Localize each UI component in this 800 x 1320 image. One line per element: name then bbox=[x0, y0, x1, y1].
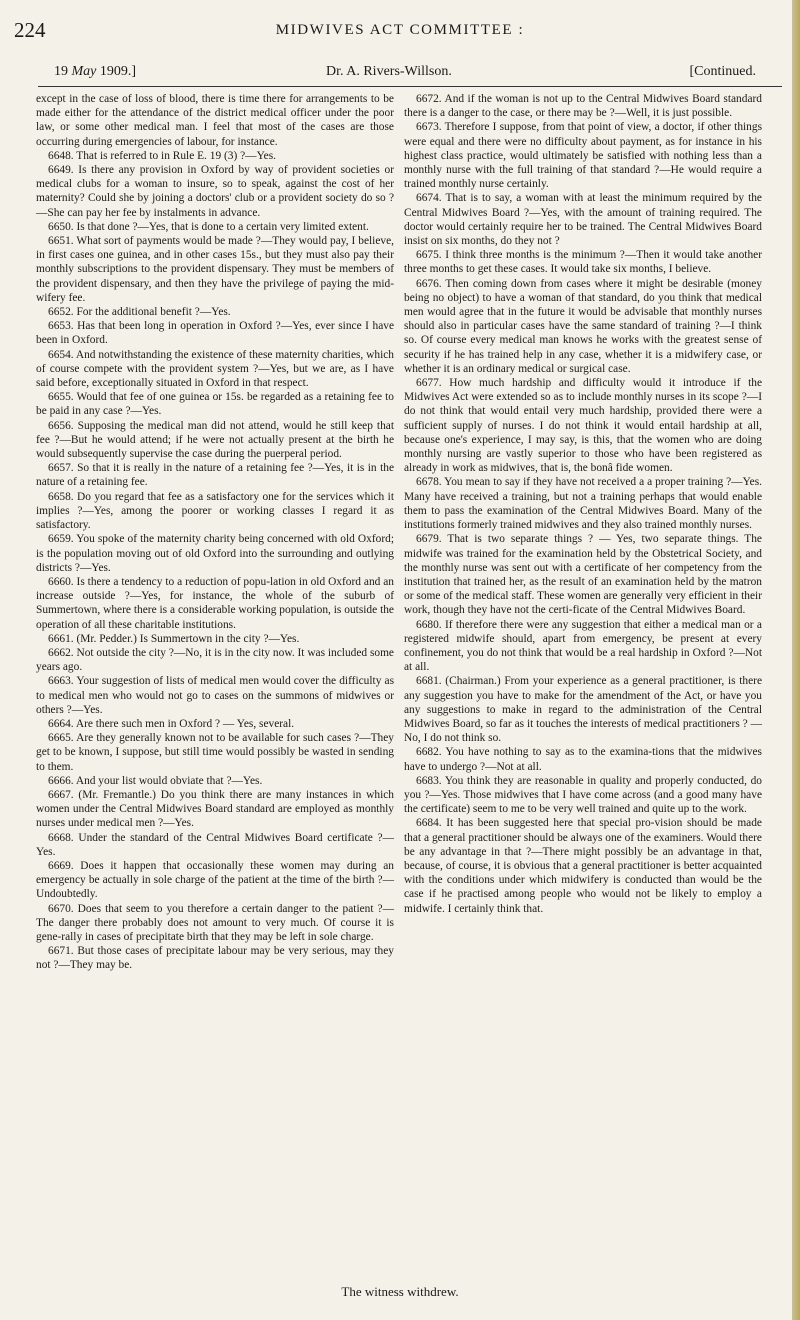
paragraph: 6651. What sort of payments would be made ?—They would pay, I believe, in first cases one guinea, and in other cases 15s., but they must also pay their monthly subscriptions to the provident dispensary. They must be members of the provident dispensary, and then they have the privilege of paying the mid-wifery fee. bbox=[36, 235, 394, 304]
paragraph: 6660. Is there a tendency to a reduction of popu-lation in old Oxford and an increase outside ?—Yes, for instance, the whole of the suburb of Summertown, where there is a considerable working population, is outside the operation of all these charitable institutions. bbox=[36, 575, 394, 631]
paragraph: 6663. Your suggestion of lists of medical men would cover the difficulty as to medical men who would not go to cases on the summons of midwives or others ?—Yes. bbox=[36, 675, 394, 716]
paragraph: 6656. Supposing the medical man did not attend, would he still keep that fee ?—But he would attend; if he were not actually present at the birth he would subsequently supervise the case during the puerperal period. bbox=[36, 419, 394, 461]
paragraph: 6668. Under the standard of the Central Midwives Board certificate ?—Yes. bbox=[36, 831, 394, 858]
paragraph: 6669. Does it happen that occasionally these women may during an emergency be actually in sole charge of the patient at the time of the birth ?—Undoubtedly. bbox=[36, 859, 394, 901]
paragraph: 6655. Would that fee of one guinea or 15s. be regarded as a retaining fee to be paid in any case ?—Yes. bbox=[36, 391, 394, 418]
paragraph: 6650. Is that done ?—Yes, that is done to a certain very limited extent. bbox=[48, 220, 369, 233]
paragraph: 6680. If therefore there were any suggestion that either a medical man or a registered midwife should, apart from emergency, be present at every confinement, you do not think that would be a real hardship in Oxford ?—Not at all. bbox=[404, 618, 762, 674]
paragraph: 6649. Is there any provision in Oxford by way of provident societies or medical clubs for a woman to insure, so to speak, against the cost of her maternity? Could she by joining a doctors' club or a provident society do so ?—She can pay her fee by instalments in advance. bbox=[36, 164, 394, 219]
paragraph: 6658. Do you regard that fee as a satisfactory one for the services which it implies ?—Yes, among the poorer or working classes I regard it as satisfactory. bbox=[36, 490, 394, 532]
header-rule bbox=[38, 86, 782, 87]
date-day: 19 bbox=[54, 64, 68, 79]
continued-label: [Continued. bbox=[689, 64, 756, 79]
paragraph: 6678. You mean to say if they have not received a a proper training ?—Yes. Many have received a training, but not a training perhaps that would enable them to pass the examination of the Central Midwives Board. Many of the institutions formerly trained midwives and they also trained monthly nurses. bbox=[404, 476, 762, 532]
date-month: May bbox=[71, 64, 97, 79]
running-title: MIDWIVES ACT COMMITTEE : bbox=[275, 22, 525, 38]
date-line bbox=[54, 64, 136, 80]
paragraph: 6654. And notwithstanding the existence of these maternity charities, which of course compete with the provident system ?—Yes, but we are, as I have said before, exceptionally situated in Oxford in that respect. bbox=[36, 348, 394, 390]
paragraph: 6657. So that it is really in the nature of a retaining fee ?—Yes, it is in the nature of a retaining fee. bbox=[36, 462, 394, 489]
paragraph: 6682. You have nothing to say as to the examina-tions that the midwives have to undergo ?—Not at all. bbox=[404, 746, 762, 773]
paragraph: 6674. That is to say, a woman with at least the minimum required by the Central Midwives Board ?—Yes, with the amount of training required. The doctor would certainly require her to be trained. The Central Midwives Board insist on six months, do they not ? bbox=[404, 192, 762, 248]
paragraph: 6659. You spoke of the maternity charity being concerned with old Oxford; is the population moving out of old Oxford into the surrounding and outlying districts ?—Yes. bbox=[36, 533, 394, 574]
paragraph: 6675. I think three months is the minimum ?—Then it would take another three months to get these cases. It would take six months, I believe. bbox=[404, 249, 762, 276]
paragraph: 6684. It has been suggested here that special pro-vision should be made that a general practitioner should be always one of the examiners. Would there be any advantage in that ?—There might possibly be an advantage in that, because, of course, it is obvious that a general practitioner is better acquainted with the conditions under which midwifery is conducted than would be the case if he practised among people who would not be likely to employ a midwife. I certainly think that. bbox=[404, 817, 762, 915]
paragraph: 6652. For the additional benefit ?—Yes. bbox=[48, 306, 231, 319]
paragraph: 6664. Are there such men in Oxford ? — Yes, several. bbox=[48, 717, 295, 730]
page-edge bbox=[792, 0, 800, 1320]
paragraph: 6676. Then coming down from cases where it might be desirable (money being no object) to have a woman of that standard, do you think that medical men would agree that in the future it would be advisable that monthly nurses should also in particular cases have the same standard of training ?—I think so. Of course every medical man knows he works with the greatest sense of security if he has trained help in any case, whether it is a midwifery case, or whether it is an ordinary medical or surgical case. bbox=[404, 277, 762, 375]
paragraph: 6683. You think they are reasonable in quality and properly conducted, do you ?—Yes. Those midwives that I have come across (and a good many have the certificate) seem to me to be very well trained and quite up to the work. bbox=[404, 774, 762, 816]
right-column bbox=[404, 92, 762, 916]
witness-withdrew: The witness withdrew. bbox=[341, 1284, 459, 1299]
paragraph: except in the case of loss of blood, there is time there for arrangements to be made either for the attendance of the district medical officer under the poor law, or some other medical man. I feel that most of the cases are those occurring during emergencies of labour, for instance. bbox=[36, 93, 394, 148]
paragraph: 6672. And if the woman is not up to the Central Midwives Board standard there is a danger to the case, or there may be ?—Well, it is just possible. bbox=[404, 93, 762, 120]
left-column bbox=[36, 92, 394, 973]
paragraph: 6681. (Chairman.) From your experience as a general practitioner, is there any suggestion you have to make for the amendment of the Act, or have you any suggestions to make in regard to the administration of the Central Midwives Board, so far as it touches the interests of medical practitioners ? — No, I do not think so. bbox=[404, 675, 762, 745]
paragraph: 6677. How much hardship and difficulty would it introduce if the Midwives Act were extended so as to include monthly nurses in its scope ?—I do not think that would entail very much hardship, provided there were a sufficient supply of nurses. I do not think it would entail hardship at all, because one's experience, I may say, is this, that the women who are doing monthly nursing are vastly superior to those who have been registered as already in work as midwives, that is, the bonâ fide women. bbox=[404, 377, 762, 475]
paragraph: 6653. Has that been long in operation in Oxford ?—Yes, ever since I have been in Oxford. bbox=[36, 320, 394, 347]
paragraph: 6648. That is referred to in Rule E. 19 (3) ?—Yes. bbox=[48, 149, 276, 162]
paragraph: 6662. Not outside the city ?—No, it is in the city now. It was included some years ago. bbox=[36, 646, 394, 674]
paragraph: 6661. (Mr. Pedder.) Is Summertown in the city ?—Yes. bbox=[48, 632, 300, 645]
paragraph: 6667. (Mr. Fremantle.) Do you think there are many instances in which women under the Central Midwives Board standard are employed as monthly nurses under medical men ?—Yes. bbox=[36, 788, 394, 830]
paragraph: 6671. But those cases of precipitate labour may be very serious, may they not ?—They may be. bbox=[36, 945, 394, 972]
page-number: 224 bbox=[14, 18, 46, 42]
paragraph: 6673. Therefore I suppose, from that point of view, a doctor, if other things were equal and there were no difficulty about payment, as for instance in his highest class practice, would ultimately be satisfied with nothing less than a monthly nurse with the full training of that standard ?—He would require a trained monthly nurse certainly. bbox=[404, 121, 762, 191]
paragraph: 6665. Are they generally known not to be available for such cases ?—They get to be known, I suppose, but still time would possibly be wasted in sending to them. bbox=[36, 732, 394, 773]
paragraph: 6670. Does that seem to you therefore a certain danger to the patient ?—The danger there probably does not amount to very much. Of course it is gene-rally in cases of precipitate birth that they may be left in sole charge. bbox=[36, 902, 394, 943]
paragraph: 6679. That is two separate things ? — Yes, two separate things. The midwife was trained for the examination held by the Obstetrical Society, and the monthly nurse was sent out with a certificate of her competency from the institution that trained her, as the result of an examination held by the matron or some of the medical staff. These women are generally very efficient in their work, though they have not the certi-ficate of the Central Midwives Board. bbox=[404, 533, 762, 617]
witness-name: Dr. A. Rivers-Willson. bbox=[326, 64, 452, 79]
date-year: 1909.] bbox=[99, 64, 137, 79]
paragraph: 6666. And your list would obviate that ?—Yes. bbox=[48, 774, 263, 787]
